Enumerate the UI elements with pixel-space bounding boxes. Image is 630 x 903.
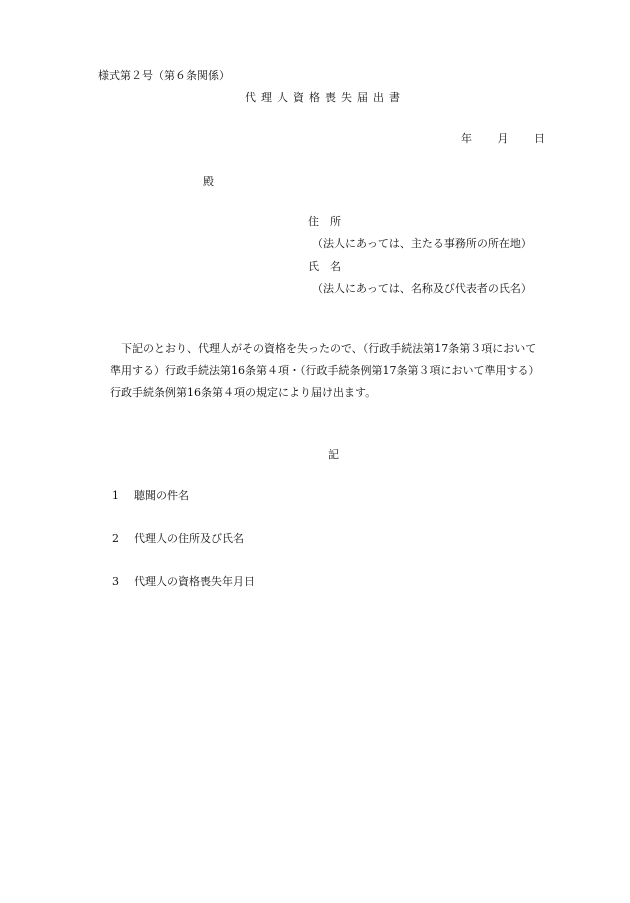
date-year-label: 年 <box>461 132 472 145</box>
body-text-line-2: 準用する）行政手続法第16条第４項・（行政手続条例第17条第３項において準用する） <box>110 364 540 377</box>
name-note: （法人にあっては、名称及び代表者の氏名） <box>312 282 532 295</box>
item-label: 代理人の資格喪失年月日 <box>134 575 255 588</box>
document-title: 代理人資格喪失届出書 <box>245 91 405 104</box>
date-month-label: 月 <box>497 132 509 145</box>
item-number: 2 <box>112 532 119 545</box>
list-item <box>112 576 255 587</box>
item-number: 3 <box>112 575 119 588</box>
body-text-line-3: 行政手続条例第16条第４項の規定により届け出ます。 <box>110 386 377 399</box>
ki-heading: 記 <box>328 448 339 461</box>
list-item <box>112 533 244 544</box>
date-line <box>461 133 545 144</box>
name-label: 氏 名 <box>308 260 341 273</box>
form-number: 様式第２号（第６条関係） <box>98 69 230 82</box>
body-text-line-1: 下記のとおり、代理人がその資格を失ったので、（行政手続法第17条第３項において <box>121 342 537 355</box>
list-item <box>112 490 189 501</box>
item-label: 聴聞の件名 <box>134 489 189 502</box>
item-label: 代理人の住所及び氏名 <box>134 532 244 545</box>
address-label: 住 所 <box>308 215 341 228</box>
addressee-suffix: 殿 <box>203 175 214 188</box>
item-number: 1 <box>112 489 119 502</box>
date-day-label: 日 <box>534 132 545 145</box>
address-note: （法人にあっては、主たる事務所の所在地） <box>312 237 532 250</box>
